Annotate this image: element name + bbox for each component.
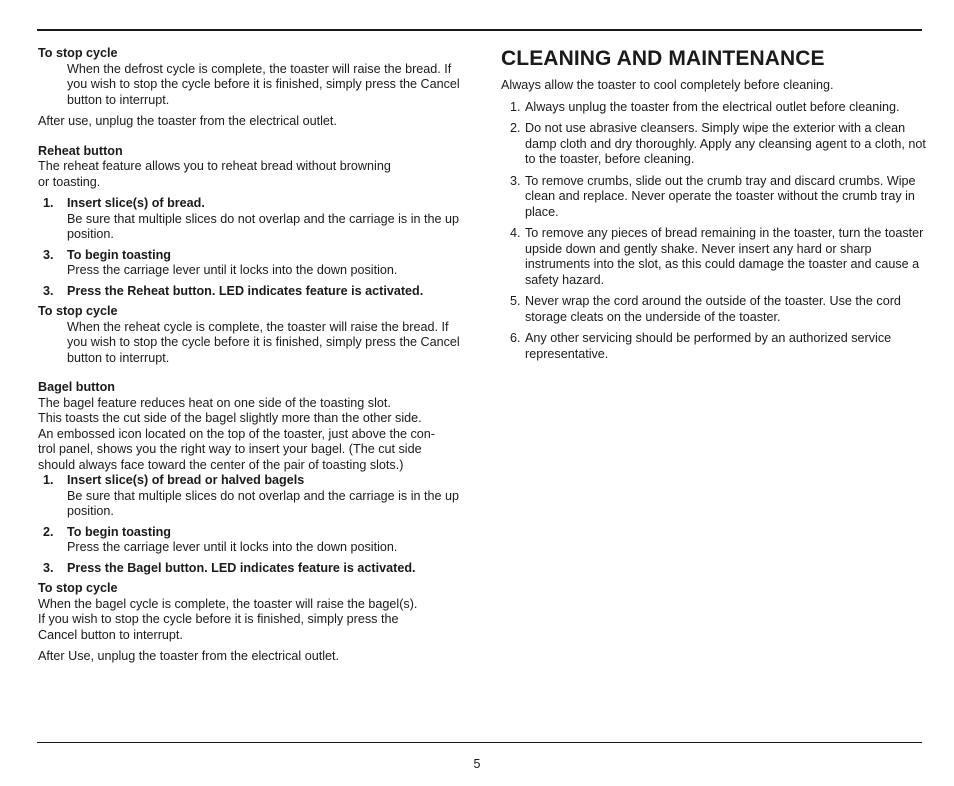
bagel-stop-line: Cancel button to interrupt. [38, 627, 183, 642]
bagel-intro-line: should always face toward the center of the pair of toasting slots.) [38, 457, 404, 472]
item-number: 3. [510, 173, 521, 188]
step-number: 2. [43, 524, 54, 539]
step-number: 3. [43, 283, 54, 298]
list-item [501, 331, 926, 362]
defrost-stop-body: When the defrost cycle is complete, the toaster will raise the bread. If you wish to stop the cycle before it is finished, simply press the Cancel button to interrupt. [67, 61, 460, 107]
list-item [501, 226, 926, 288]
reheat-intro-line-2: or toasting. [38, 174, 101, 189]
after-use-note: After Use, unplug the toaster from the electrical outlet. [38, 649, 340, 663]
item-number: 6. [510, 331, 521, 345]
right-column [501, 46, 926, 368]
cleaning-list [501, 100, 926, 363]
left-column [38, 46, 463, 665]
step-number: 3. [43, 560, 54, 575]
bagel-intro-line: trol panel, shows you the right way to insert your bagel. (The cut side [38, 442, 422, 456]
item-text: Always unplug the toaster from the electrical outlet before cleaning. [525, 99, 900, 114]
bagel-stop-heading: To stop cycle [38, 581, 118, 595]
page-number: 5 [473, 757, 481, 771]
bagel-intro-line: This toasts the cut side of the bagel slightly more than the other side. [38, 411, 422, 425]
step-title: To begin toasting [67, 524, 172, 539]
step-body: Be sure that multiple slices do not overlap and the carriage is in the up position. [67, 211, 460, 241]
bagel-heading: Bagel button [38, 380, 115, 394]
step-title: To begin toasting [67, 247, 172, 262]
item-text: Any other servicing should be performed by an authorized service representative. [525, 331, 892, 361]
item-text: To remove crumbs, slide out the crumb tray and discard crumbs. Wipe clean and replace. Never operate the toaster without the crumb tray in place. [525, 173, 916, 219]
step-number: 1. [43, 196, 54, 210]
list-item [501, 100, 926, 116]
after-use-note: After use, unplug the toaster from the electrical outlet. [38, 114, 337, 128]
reheat-step [38, 196, 463, 243]
bagel-step [38, 561, 463, 577]
step-title: Press the Reheat button. LED indicates feature is activated. [67, 283, 424, 298]
reheat-stop-heading: To stop cycle [38, 304, 118, 318]
cleaning-intro: Always allow the toaster to cool completely before cleaning. [501, 78, 834, 92]
bagel-step [38, 473, 463, 520]
item-text: To remove any pieces of bread remaining in the toaster, turn the toaster upside down and gently shake. Never insert any hard or sharp instruments into the slot, as this could damage the toaster and cause a safety hazard. [525, 226, 924, 287]
step-body: Press the carriage lever until it locks into the down position. [67, 540, 398, 554]
top-rule [37, 29, 922, 31]
step-title: Press the Bagel button. LED indicates feature is activated. [67, 560, 416, 575]
bagel-stop-line: When the bagel cycle is complete, the toaster will raise the bagel(s). [38, 596, 418, 611]
list-item [501, 174, 926, 221]
list-item [501, 121, 926, 168]
item-number: 4. [510, 226, 521, 240]
list-item [501, 294, 926, 325]
item-text: Do not use abrasive cleansers. Simply wipe the exterior with a clean damp cloth and dry thoroughly. Apply any cleansing agent to a cloth, not to the toaster, before cleaning. [525, 121, 926, 166]
defrost-stop-heading: To stop cycle [38, 46, 118, 60]
bagel-stop-line: If you wish to stop the cycle before it is finished, simply press the [38, 612, 399, 626]
step-title: Insert slice(s) of bread or halved bagels [67, 473, 305, 487]
item-text: Never wrap the cord around the outside of the toaster. Use the cord storage cleats on the underside of the toaster. [525, 294, 901, 324]
reheat-step [38, 248, 463, 279]
bagel-step [38, 525, 463, 556]
bottom-rule [37, 742, 922, 743]
item-number: 2. [510, 121, 521, 135]
bagel-intro-line: An embossed icon located on the top of the toaster, just above the con- [38, 426, 435, 441]
reheat-intro-line-1: The reheat feature allows you to reheat bread without browning [38, 159, 391, 173]
reheat-step [38, 284, 463, 300]
item-number: 1. [510, 99, 521, 114]
item-number: 5. [510, 294, 521, 308]
step-number: 1. [43, 473, 54, 487]
reheat-stop-body: When the reheat cycle is complete, the toaster will raise the bread. If you wish to stop the cycle before it is finished, simply press the Cancel button to interrupt. [67, 319, 460, 365]
step-title: Insert slice(s) of bread. [67, 196, 205, 210]
step-body: Be sure that multiple slices do not overlap and the carriage is in the up position. [67, 488, 460, 518]
reheat-heading: Reheat button [38, 143, 123, 158]
step-number: 3. [43, 247, 54, 262]
section-title: CLEANING AND MAINTENANCE [501, 47, 825, 70]
bagel-intro-line: The bagel feature reduces heat on one side of the toasting slot. [38, 395, 391, 410]
step-body: Press the carriage lever until it locks into the down position. [67, 263, 398, 277]
